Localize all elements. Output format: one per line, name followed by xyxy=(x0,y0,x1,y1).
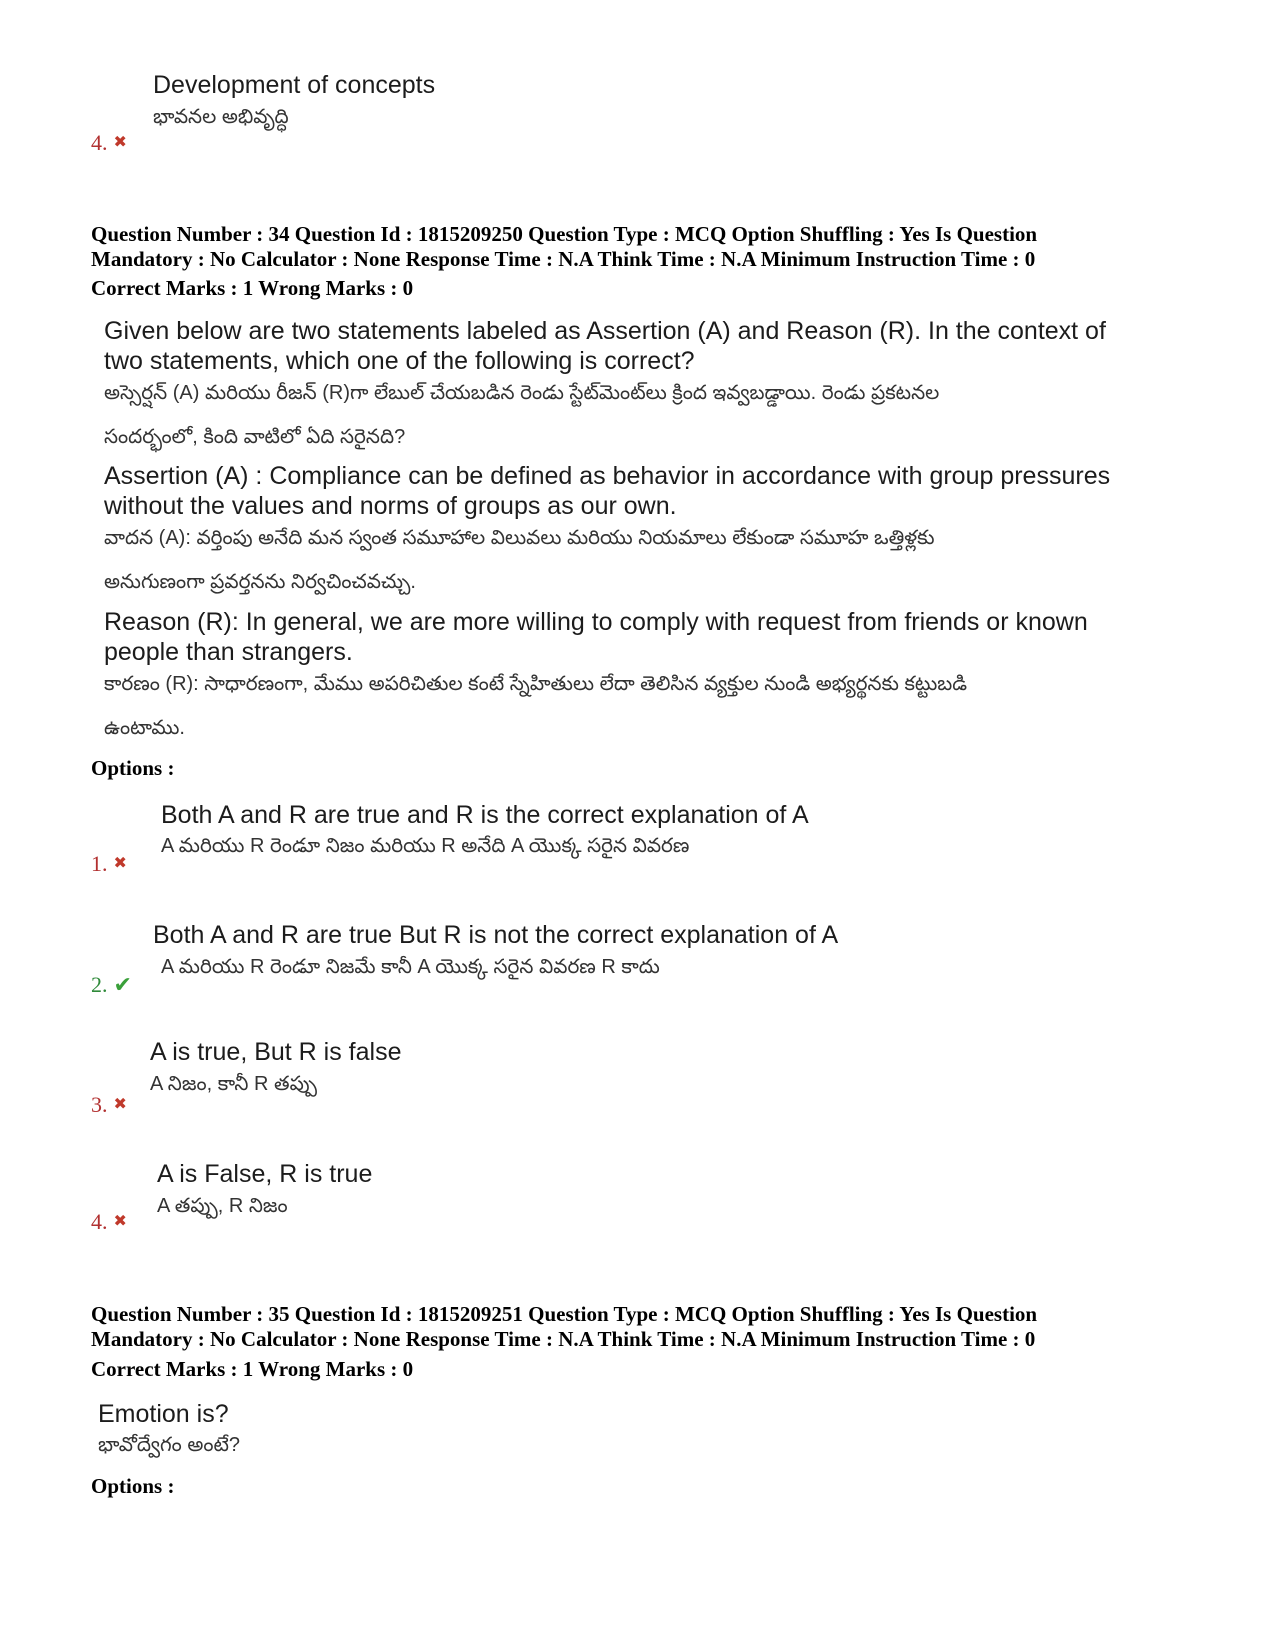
option-1-number xyxy=(91,852,127,876)
option-2-text-te: A మరియు R రెండూ నిజమే కానీ A యొక్క సరైన వివరణ R కాదు xyxy=(161,956,660,978)
option-4-number xyxy=(91,1210,127,1234)
option-number-label: 2. xyxy=(91,972,108,997)
stem-line: two statements, which one of the following is correct? xyxy=(104,347,695,375)
question-meta xyxy=(91,222,1191,272)
assertion-te-2: అనుగుణంగా ప్రవర్తనను నిర్వచించవచ్చు. xyxy=(104,571,416,593)
question-meta-line-1: Question Number : 35 Question Id : 1815209251 Question Type : MCQ Option Shuffling : Yes Is Question xyxy=(91,1302,1038,1326)
assertion-line: Assertion (A) : Compliance can be defined as behavior in accordance with group pressures xyxy=(104,462,1111,490)
reason-en xyxy=(104,607,1204,667)
question-meta-line-2: Mandatory : No Calculator : None Response Time : N.A Think Time : N.A Minimum Instruction Time : 0 xyxy=(91,247,1036,271)
option-2-text-en: Both A and R are true But R is not the correct explanation of A xyxy=(153,921,839,949)
assertion-te-1: వాదన (A): వర్తింపు అనేది మన స్వంత సమూహాల విలువలు మరియు నియమాలు లేకుండా సమూహ ఒత్తిళ్లకు xyxy=(104,527,935,549)
option-2-number xyxy=(91,973,132,997)
option-3-text-te: A నిజం, కానీ R తప్పు xyxy=(150,1073,317,1095)
assertion-line: without the values and norms of groups as our own. xyxy=(104,492,677,520)
stem-line: Given below are two statements labeled as Assertion (A) and Reason (R). In the context of xyxy=(104,317,1106,345)
reason-te-2: ఉంటాము. xyxy=(104,717,185,739)
assertion-en xyxy=(104,461,1204,521)
check-icon: ✔ xyxy=(113,972,132,997)
option-text-en: Development of concepts xyxy=(153,71,436,99)
option-4-text-te: A తప్పు, R నిజం xyxy=(157,1195,288,1217)
question-meta xyxy=(91,1302,1191,1352)
question-stem-te-2: సందర్భంలో, కింది వాటిలో ఏది సరైనది? xyxy=(104,426,406,448)
option-number-label: 1. xyxy=(91,851,108,876)
option-4-text-en: A is False, R is true xyxy=(157,1160,373,1188)
question-meta-line-1: Question Number : 34 Question Id : 1815209250 Question Type : MCQ Option Shuffling : Yes Is Question xyxy=(91,222,1038,246)
option-number xyxy=(91,131,127,155)
cross-icon: ✖ xyxy=(113,134,127,151)
reason-line: Reason (R): In general, we are more willing to comply with request from friends or known xyxy=(104,608,1088,636)
option-number-label: 4. xyxy=(91,130,108,155)
option-3-text-en: A is true, But R is false xyxy=(150,1038,402,1066)
cross-icon: ✖ xyxy=(113,1096,127,1113)
question-marks: Correct Marks : 1 Wrong Marks : 0 xyxy=(91,1357,414,1381)
option-1-text-en: Both A and R are true and R is the correct explanation of A xyxy=(161,801,809,829)
question-stem-en: Emotion is? xyxy=(98,1400,229,1428)
cross-icon: ✖ xyxy=(113,855,127,872)
option-number-label: 4. xyxy=(91,1209,108,1234)
option-3-number xyxy=(91,1093,127,1117)
options-label: Options : xyxy=(91,756,175,780)
question-stem-te-1: అస్సెర్షన్ (A) మరియు రీజన్ (R)గా లేబుల్ చేయబడిన రెండు స్టేట్‌మెంట్‌లు క్రింద ఇవ్వబడ్డాయి. రెండు ప్రకటనల xyxy=(104,382,940,404)
question-stem-en xyxy=(104,316,1204,376)
option-number-label: 3. xyxy=(91,1092,108,1117)
reason-line: people than strangers. xyxy=(104,638,353,666)
question-marks: Correct Marks : 1 Wrong Marks : 0 xyxy=(91,276,414,300)
question-stem-te: భావోద్వేగం అంటే? xyxy=(98,1434,241,1456)
option-1-text-te: A మరియు R రెండూ నిజం మరియు R అనేది A యొక్క సరైన వివరణ xyxy=(161,835,690,857)
question-meta-line-2: Mandatory : No Calculator : None Response Time : N.A Think Time : N.A Minimum Instruction Time : 0 xyxy=(91,1327,1036,1351)
cross-icon: ✖ xyxy=(113,1213,127,1230)
option-text-te: భావనల అభివృద్ధి xyxy=(153,106,289,128)
options-label: Options : xyxy=(91,1474,175,1498)
reason-te-1: కారణం (R): సాధారణంగా, మేము అపరిచితుల కంటే స్నేహితులు లేదా తెలిసిన వ్యక్తుల నుండి అభ్యర్థనకు కట్టుబడి xyxy=(104,673,968,695)
